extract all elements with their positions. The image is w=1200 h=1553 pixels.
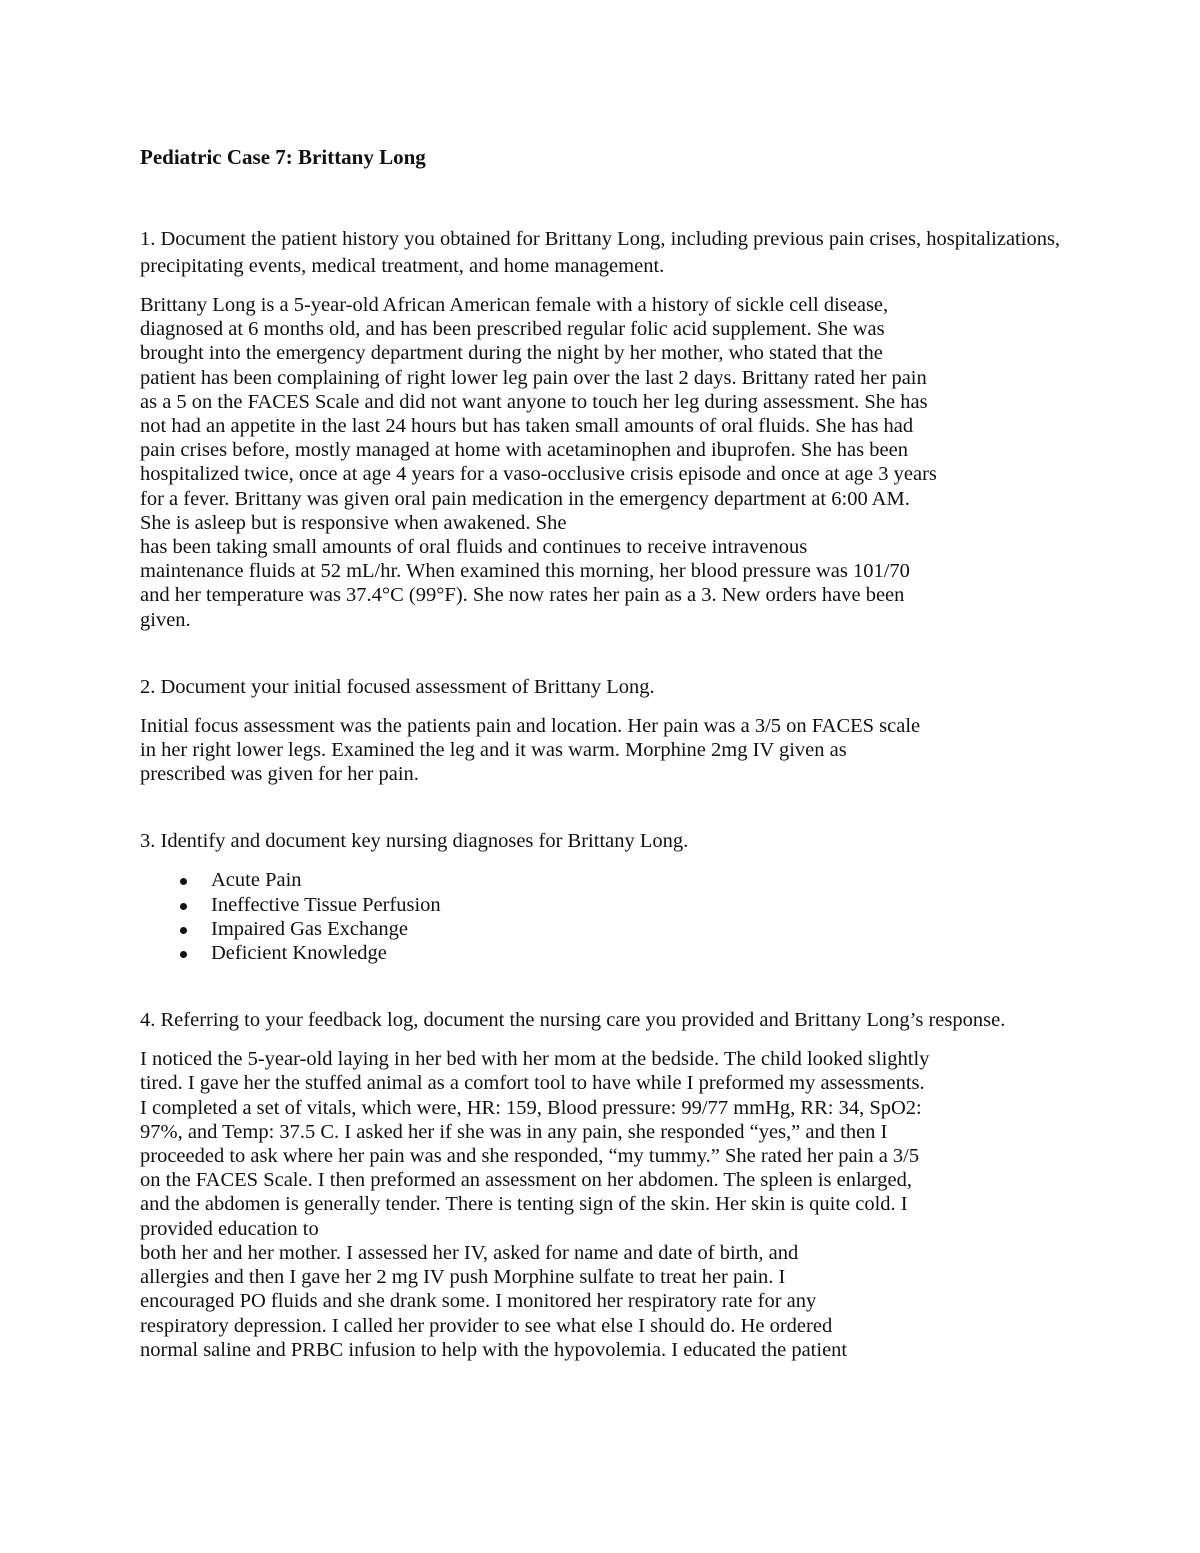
answer-4-line: both her and her mother. I assessed her IV, asked for name and date of birth, and [140, 1241, 799, 1264]
answer-2 [140, 714, 1070, 787]
answer-4-line: allergies and then I gave her 2 mg IV push Morphine sulfate to treat her pain. I [140, 1266, 786, 1289]
answer-1-line: for a fever. Brittany was given oral pain medication in the emergency department at 6:00 AM. [140, 487, 910, 510]
answer-2-line: prescribed was given for her pain. [140, 763, 419, 786]
bullet-icon [180, 951, 187, 958]
answer-4-line: tired. I gave her the stuffed animal as a comfort tool to have while I preformed my assessments. [140, 1072, 925, 1095]
answer-1-line: given. [140, 608, 191, 631]
diagnosis-label: Impaired Gas Exchange [211, 917, 408, 940]
answer-4-line: 97%, and Temp: 37.5 C. I asked her if she was in any pain, she responded “yes,” and then I [140, 1120, 888, 1143]
answer-1-line: She is asleep but is responsive when awakened. She [140, 511, 567, 534]
list-item [178, 941, 1070, 965]
answer-2-line: in her right lower legs. Examined the leg and it was warm. Morphine 2mg IV given as [140, 739, 847, 762]
answer-4-line: proceeded to ask where her pain was and she responded, “my tummy.” She rated her pain a 3/5 [140, 1145, 920, 1168]
diagnosis-label: Acute Pain [211, 869, 302, 892]
answer-1-line: as a 5 on the FACES Scale and did not want anyone to touch her leg during assessment. She has [140, 390, 928, 413]
answer-4-line: provided education to [140, 1217, 319, 1240]
answer-1-line: not had an appetite in the last 24 hours but has taken small amounts of oral fluids. She has had [140, 415, 914, 438]
nursing-diagnoses-list [140, 868, 1070, 965]
answer-1-line: and her temperature was 37.4°C (99°F). She now rates her pain as a 3. New orders have been [140, 584, 905, 607]
question-1: 1. Document the patient history you obtained for Brittany Long, including previous pain crises, hospitalizations, precipitating events, medical treatment, and home management. [140, 228, 1061, 277]
list-item [178, 893, 1070, 917]
answer-4 [140, 1047, 1070, 1362]
list-item [178, 868, 1070, 892]
answer-1-line: has been taking small amounts of oral fluids and continues to receive intravenous [140, 536, 808, 559]
answer-1-line: maintenance fluids at 52 mL/hr. When examined this morning, her blood pressure was 101/70 [140, 560, 910, 583]
answer-4-line: on the FACES Scale. I then preformed an assessment on her abdomen. The spleen is enlarged, [140, 1169, 912, 1192]
answer-4-line: encouraged PO fluids and she drank some. I monitored her respiratory rate for any [140, 1290, 817, 1313]
answer-4-line: I completed a set of vitals, which were, HR: 159, Blood pressure: 99/77 mmHg, RR: 34, SpO2: [140, 1096, 922, 1119]
answer-4-line: and the abdomen is generally tender. There is tenting sign of the skin. Her skin is quite cold. I [140, 1193, 908, 1216]
answer-1-line: diagnosed at 6 months old, and has been prescribed regular folic acid supplement. She was [140, 318, 885, 341]
answer-1-line: brought into the emergency department during the night by her mother, who stated that the [140, 342, 883, 365]
bullet-icon [180, 878, 187, 885]
answer-1-line: hospitalized twice, once at age 4 years for a vaso-occlusive crisis episode and once at age 3 years [140, 463, 937, 486]
list-item [178, 917, 1070, 941]
diagnosis-label: Ineffective Tissue Perfusion [211, 893, 441, 916]
answer-1-line: pain crises before, mostly managed at home with acetaminophen and ibuprofen. She has been [140, 439, 908, 462]
bullet-icon [180, 903, 187, 910]
question-3: 3. Identify and document key nursing diagnoses for Brittany Long. [140, 830, 689, 853]
answer-4-line: I noticed the 5-year-old laying in her bed with her mom at the bedside. The child looked slightly [140, 1048, 930, 1071]
answer-2-line: Initial focus assessment was the patients pain and location. Her pain was a 3/5 on FACES scale [140, 714, 921, 737]
answer-1-line: Brittany Long is a 5-year-old African American female with a history of sickle cell disease, [140, 294, 889, 316]
document-title: Pediatric Case 7: Brittany Long [140, 145, 426, 169]
question-2: 2. Document your initial focused assessment of Brittany Long. [140, 675, 655, 698]
diagnosis-label: Deficient Knowledge [211, 942, 387, 965]
document-page [140, 143, 1070, 1362]
answer-1 [140, 293, 1070, 632]
answer-1-line: patient has been complaining of right lower leg pain over the last 2 days. Brittany rated her pain [140, 366, 927, 389]
answer-4-line: respiratory depression. I called her provider to see what else I should do. He ordered [140, 1314, 833, 1337]
answer-4-line: normal saline and PRBC infusion to help with the hypovolemia. I educated the patient [140, 1338, 848, 1361]
question-4: 4. Referring to your feedback log, document the nursing care you provided and Brittany Long’s response. [140, 1009, 1006, 1032]
bullet-icon [180, 927, 187, 934]
